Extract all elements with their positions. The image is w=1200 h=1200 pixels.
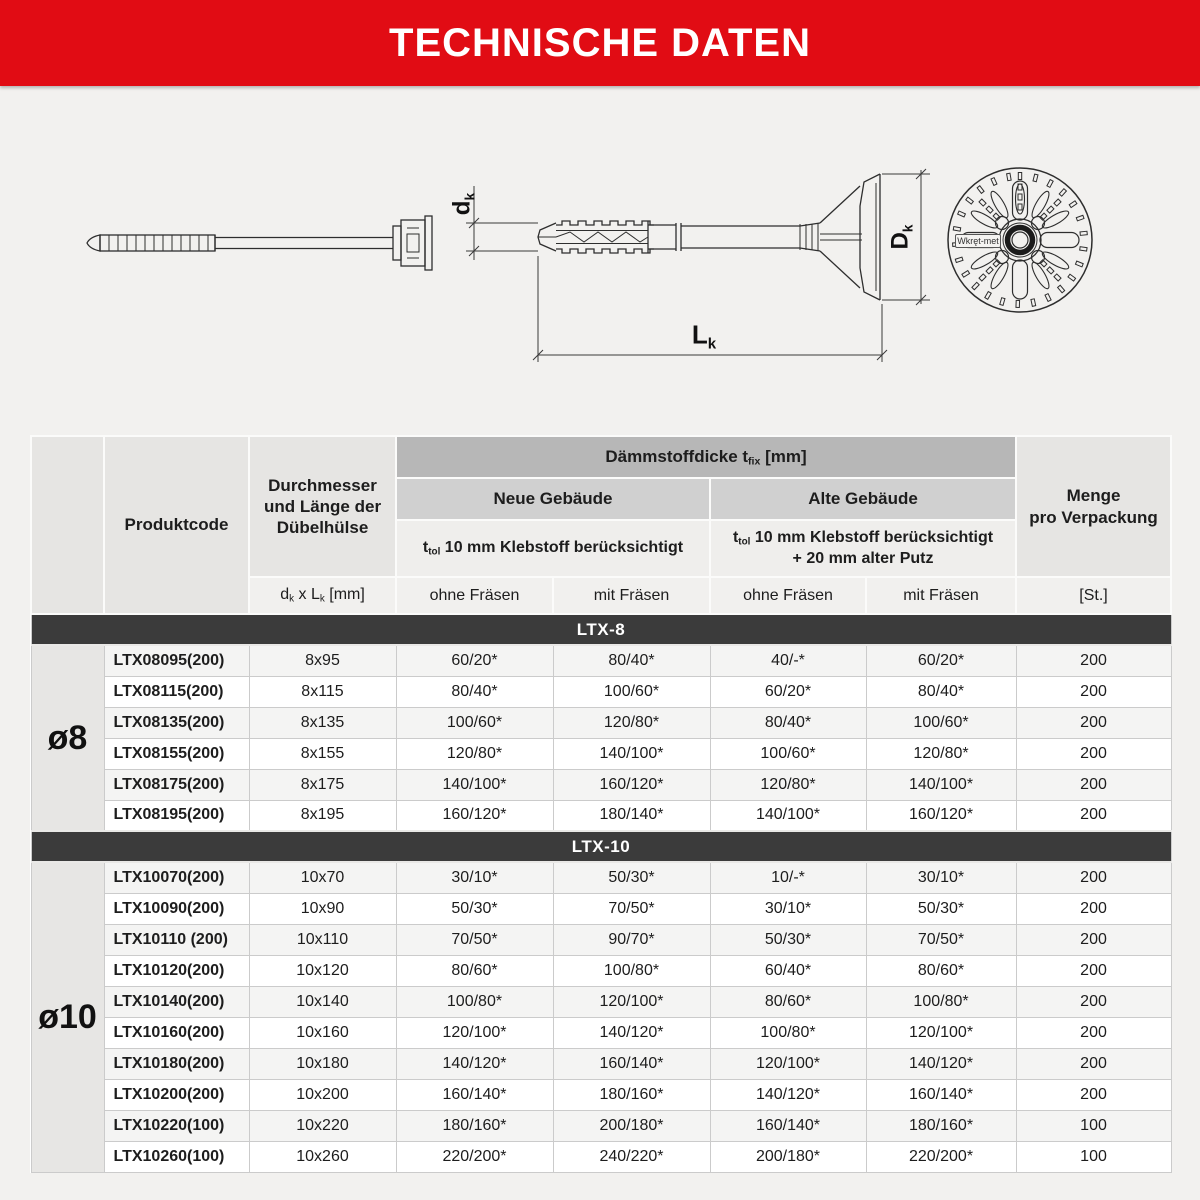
value-cell: 120/100* xyxy=(553,986,710,1017)
table-row xyxy=(31,645,1171,676)
value-cell: 100/80* xyxy=(553,955,710,986)
diameter-group-label: ø8 xyxy=(31,645,104,831)
value-cell: 80/60* xyxy=(866,955,1016,986)
value-cell: 240/220* xyxy=(553,1141,710,1172)
value-cell: 120/80* xyxy=(710,769,866,800)
value-cell: 80/40* xyxy=(710,707,866,738)
technical-data-table xyxy=(30,435,1170,1173)
value-cell: 200 xyxy=(1016,676,1171,707)
value-cell: 60/20* xyxy=(866,645,1016,676)
value-cell: 140/120* xyxy=(396,1048,553,1079)
product-code-cell: LTX10090(200) xyxy=(104,893,249,924)
value-cell: 80/40* xyxy=(396,676,553,707)
value-cell: 100/80* xyxy=(396,986,553,1017)
section-band-row xyxy=(31,614,1171,645)
value-cell: 220/200* xyxy=(396,1141,553,1172)
value-cell: 8x155 xyxy=(249,738,396,769)
alte-ohne-fraesen-header: ohne Fräsen xyxy=(710,577,866,614)
value-cell: 80/40* xyxy=(866,676,1016,707)
value-cell: 200 xyxy=(1016,893,1171,924)
value-cell: 10x260 xyxy=(249,1141,396,1172)
value-cell: 200 xyxy=(1016,1017,1171,1048)
value-cell: 80/60* xyxy=(710,986,866,1017)
alte-gebaeude-header: Alte Gebäude xyxy=(710,478,1016,520)
daemmstoffdicke-header: Dämmstoffdicke $t_{fix}$ [mm] xyxy=(396,436,1016,478)
value-cell: 50/30* xyxy=(396,893,553,924)
table-body xyxy=(31,614,1171,1172)
neue-gebaeude-header: Neue Gebäude xyxy=(396,478,710,520)
value-cell: 40/-* xyxy=(710,645,866,676)
table-row xyxy=(31,986,1171,1017)
neue-ohne-fraesen-header: ohne Fräsen xyxy=(396,577,553,614)
value-cell: 30/10* xyxy=(710,893,866,924)
value-cell: 70/50* xyxy=(553,893,710,924)
value-cell: 200 xyxy=(1016,1079,1171,1110)
value-cell: 200 xyxy=(1016,924,1171,955)
product-code-cell: LTX10140(200) xyxy=(104,986,249,1017)
value-cell: 50/30* xyxy=(866,893,1016,924)
product-code-cell: LTX10160(200) xyxy=(104,1017,249,1048)
value-cell: 200 xyxy=(1016,862,1171,893)
value-cell: 80/60* xyxy=(396,955,553,986)
technical-drawings xyxy=(0,86,1200,435)
value-cell: 200/180* xyxy=(710,1141,866,1172)
value-cell: 180/140* xyxy=(553,800,710,831)
value-cell: 60/40* xyxy=(710,955,866,986)
value-cell: 100/60* xyxy=(866,707,1016,738)
plate-brand-label: Wkręt-met xyxy=(955,234,1001,248)
value-cell: 140/120* xyxy=(553,1017,710,1048)
value-cell: 200 xyxy=(1016,800,1171,831)
value-cell: 8x195 xyxy=(249,800,396,831)
product-code-cell: LTX10180(200) xyxy=(104,1048,249,1079)
table-row xyxy=(31,1048,1171,1079)
Dk-dimension-label: $D_k$ xyxy=(886,224,916,250)
table-row xyxy=(31,1017,1171,1048)
stueck-header: [St.] xyxy=(1016,577,1171,614)
product-code-cell: LTX08195(200) xyxy=(104,800,249,831)
value-cell: 140/120* xyxy=(710,1079,866,1110)
value-cell: 140/100* xyxy=(866,769,1016,800)
value-cell: 10x180 xyxy=(249,1048,396,1079)
product-code-cell: LTX10070(200) xyxy=(104,862,249,893)
neue-mit-fraesen-header: mit Fräsen xyxy=(553,577,710,614)
product-code-cell: LTX08115(200) xyxy=(104,676,249,707)
value-cell: 10x220 xyxy=(249,1110,396,1141)
alte-mit-fraesen-header: mit Fräsen xyxy=(866,577,1016,614)
value-cell: 140/100* xyxy=(710,800,866,831)
value-cell: 10x140 xyxy=(249,986,396,1017)
product-code-cell: LTX08155(200) xyxy=(104,738,249,769)
value-cell: 120/80* xyxy=(866,738,1016,769)
durchmesser-header: Durchmesser und Länge der Dübelhülse xyxy=(249,436,396,577)
produktcode-header: Produktcode xyxy=(104,436,249,614)
table-row xyxy=(31,769,1171,800)
value-cell: 8x175 xyxy=(249,769,396,800)
value-cell: 220/200* xyxy=(866,1141,1016,1172)
table-row xyxy=(31,924,1171,955)
value-cell: 200 xyxy=(1016,986,1171,1017)
value-cell: 140/120* xyxy=(866,1048,1016,1079)
value-cell: 120/100* xyxy=(396,1017,553,1048)
value-cell: 200/180* xyxy=(553,1110,710,1141)
value-cell: 200 xyxy=(1016,645,1171,676)
ttol-alte-header: $t_{tol}$ 10 mm Klebstoff berücksichtigt + 20 mm alter Putz xyxy=(710,520,1016,577)
Lk-dimension-label: $L_k$ xyxy=(691,319,717,353)
value-cell: 100/60* xyxy=(710,738,866,769)
menge-header: Menge pro Verpackung xyxy=(1016,436,1171,577)
value-cell: 120/100* xyxy=(866,1017,1016,1048)
section-band-label: LTX-8 xyxy=(31,614,1171,645)
value-cell: 10/-* xyxy=(710,862,866,893)
value-cell: 60/20* xyxy=(710,676,866,707)
table-row xyxy=(31,1079,1171,1110)
value-cell: 100/60* xyxy=(396,707,553,738)
product-code-cell: LTX08135(200) xyxy=(104,707,249,738)
value-cell: 160/120* xyxy=(866,800,1016,831)
value-cell: 10x160 xyxy=(249,1017,396,1048)
value-cell: 100/80* xyxy=(710,1017,866,1048)
value-cell: 180/160* xyxy=(866,1110,1016,1141)
value-cell: 100 xyxy=(1016,1110,1171,1141)
value-cell: 10x70 xyxy=(249,862,396,893)
table-row xyxy=(31,676,1171,707)
value-cell: 10x110 xyxy=(249,924,396,955)
value-cell: 160/140* xyxy=(396,1079,553,1110)
value-cell: 50/30* xyxy=(553,862,710,893)
value-cell: 200 xyxy=(1016,738,1171,769)
table-row xyxy=(31,707,1171,738)
product-code-cell: LTX10220(100) xyxy=(104,1110,249,1141)
value-cell: 100/80* xyxy=(866,986,1016,1017)
value-cell: 100/60* xyxy=(553,676,710,707)
value-cell: 100 xyxy=(1016,1141,1171,1172)
value-cell: 80/40* xyxy=(553,645,710,676)
product-code-cell: LTX10120(200) xyxy=(104,955,249,986)
section-band-label: LTX-10 xyxy=(31,831,1171,862)
table-row xyxy=(31,800,1171,831)
screw-drawing xyxy=(87,216,432,270)
page-title: TECHNISCHE DATEN xyxy=(389,20,811,65)
section-band-row xyxy=(31,831,1171,862)
value-cell: 8x95 xyxy=(249,645,396,676)
table-row xyxy=(31,738,1171,769)
title-banner xyxy=(0,0,1200,86)
product-code-cell: LTX10200(200) xyxy=(104,1079,249,1110)
value-cell: 140/100* xyxy=(553,738,710,769)
value-cell: 10x200 xyxy=(249,1079,396,1110)
value-cell: 90/70* xyxy=(553,924,710,955)
value-cell: 160/120* xyxy=(396,800,553,831)
value-cell: 180/160* xyxy=(553,1079,710,1110)
value-cell: 60/20* xyxy=(396,645,553,676)
value-cell: 160/140* xyxy=(710,1110,866,1141)
product-code-cell: LTX10110 (200) xyxy=(104,924,249,955)
value-cell: 200 xyxy=(1016,955,1171,986)
table-row xyxy=(31,862,1171,893)
diameter-group-label: ø10 xyxy=(31,862,104,1172)
value-cell: 70/50* xyxy=(396,924,553,955)
value-cell: 200 xyxy=(1016,1048,1171,1079)
value-cell: 50/30* xyxy=(710,924,866,955)
value-cell: 160/140* xyxy=(553,1048,710,1079)
value-cell: 160/120* xyxy=(553,769,710,800)
value-cell: 120/80* xyxy=(553,707,710,738)
table-row xyxy=(31,1141,1171,1172)
value-cell: 120/80* xyxy=(396,738,553,769)
value-cell: 200 xyxy=(1016,707,1171,738)
value-cell: 120/100* xyxy=(710,1048,866,1079)
table-row xyxy=(31,1110,1171,1141)
value-cell: 140/100* xyxy=(396,769,553,800)
value-cell: 30/10* xyxy=(396,862,553,893)
diameter-column-header xyxy=(31,436,104,614)
product-code-cell: LTX08175(200) xyxy=(104,769,249,800)
anchor-side-drawing xyxy=(538,174,880,300)
dkxlk-header: $d_k$ x $L_k$ [mm] xyxy=(249,577,396,614)
value-cell: 30/10* xyxy=(866,862,1016,893)
value-cell: 70/50* xyxy=(866,924,1016,955)
table-row xyxy=(31,893,1171,924)
value-cell: 10x120 xyxy=(249,955,396,986)
product-code-cell: LTX08095(200) xyxy=(104,645,249,676)
dk-dimension-label: $d_k$ xyxy=(448,192,478,216)
product-code-cell: LTX10260(100) xyxy=(104,1141,249,1172)
value-cell: 8x115 xyxy=(249,676,396,707)
ttol-neue-header: $t_{tol}$ 10 mm Klebstoff berücksichtigt xyxy=(396,520,710,577)
value-cell: 160/140* xyxy=(866,1079,1016,1110)
value-cell: 8x135 xyxy=(249,707,396,738)
value-cell: 180/160* xyxy=(396,1110,553,1141)
fastener-drawing xyxy=(0,86,1200,435)
value-cell: 200 xyxy=(1016,769,1171,800)
value-cell: 10x90 xyxy=(249,893,396,924)
table-row xyxy=(31,955,1171,986)
